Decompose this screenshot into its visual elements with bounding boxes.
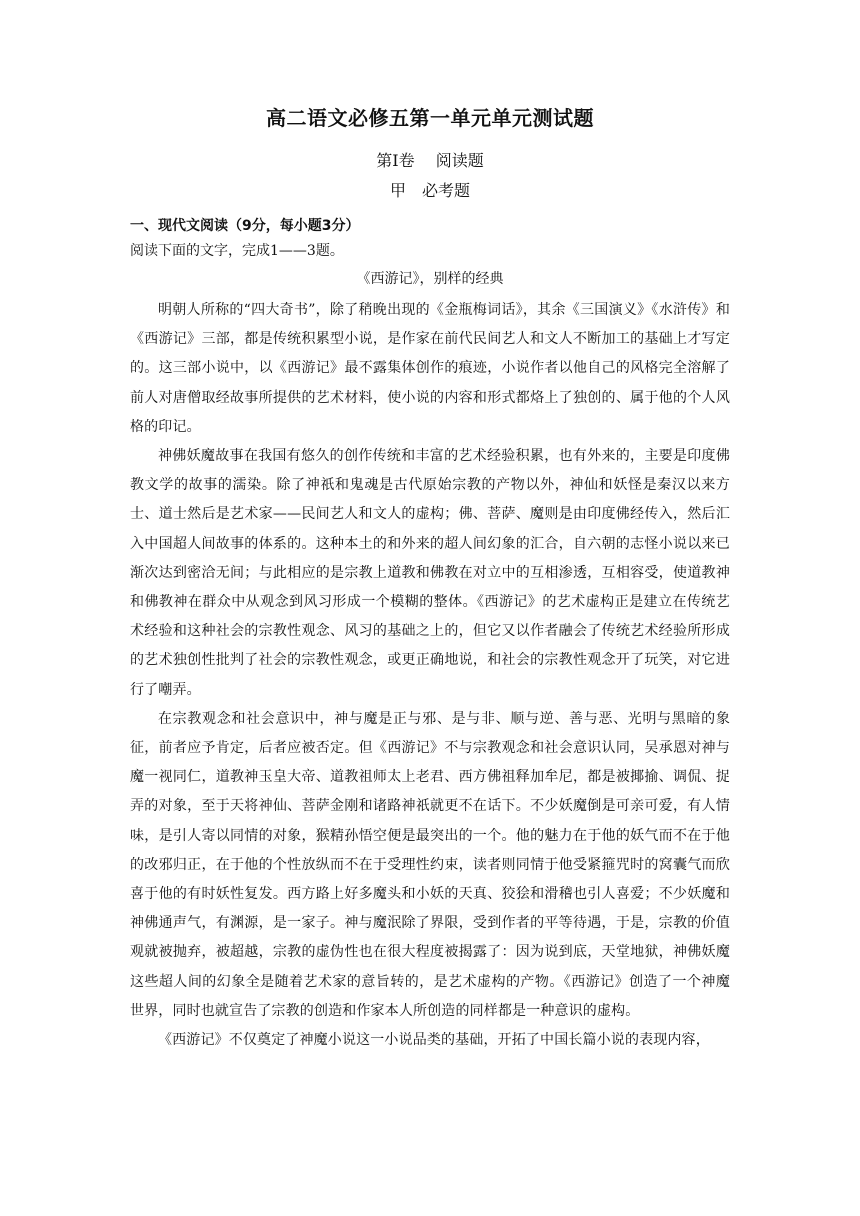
paragraph-4: 《西游记》不仅奠定了神魔小说这一小说品类的基础，开拓了中国长篇小说的表现内容，: [158, 1032, 710, 1049]
article-title: 《西游记》，别样的经典: [356, 271, 504, 287]
section-heading: 一、现代文阅读（9分，每小题3分）: [130, 218, 360, 234]
article-body: [130, 296, 730, 1055]
paragraph-2: 神佛妖魔故事在我国有悠久的创作传统和丰富的艺术经验积累，也有外来的，主要是印度佛教文学的故事的濡染。除了神祇和鬼魂是古代原始宗教的产物以外，神仙和妖怪是秦汉以来方士、道士然后是艺术家——民间艺人和文人的虚构；佛、菩萨、魔则是由印度佛经传入，然后汇入中国超人间故事的体系的。这种本土的和外来的超人间幻象的汇合，自六朝的志怪小说以来已渐次达到密洽无间；与此相应的是宗教上道教和佛教在对立中的互相渗透，互相容受，使道教神和佛教神在群众中从观念到风习形成一个模糊的整体。《西游记》的艺术虚构正是建立在传统艺术经验和这种社会的宗教性观念、风习的基础之上的，但它又以作者融会了传统艺术经验所形成的艺术独创性批判了社会的宗教性观念，或更正确地说，和社会的宗教性观念开了玩笑，对它进行了嘲弄。: [130, 448, 730, 698]
document-title: 高二语文必修五第一单元单元测试题: [266, 106, 594, 130]
part-label: 甲 必考题: [389, 181, 470, 200]
paragraph-3: 在宗教观念和社会意识中，神与魔是正与邪、是与非、顺与逆、善与恶、光明与黑暗的象征，前者应予肯定，后者应被否定。但《西游记》不与宗教观念和社会意识认同，吴承恩对神与魔一视同仁，道教神玉皇大帝、道教祖师太上老君、西方佛祖释加牟尼，都是被揶揄、调侃、捉弄的对象，至于天将神仙、菩萨金刚和诸路神祇就更不在话下。不少妖魔倒是可亲可爱，有人情味，是引人寄以同情的对象，猴精孙悟空便是最突出的一个。他的魅力在于他的妖气而不在于他的改邪归正，在于他的个性放纵而不在于受理性约束，读者则同情于他受紧箍咒时的窝囊气而欣喜于他的有时妖性复发。西方路上好多魔头和小妖的天真、狡狯和滑稽也引人喜爱；不少妖魔和神佛通声气，有渊源，是一家子。神与魔泯除了界限，受到作者的平等待遇，于是，宗教的价值观就被抛弃，被超越，宗教的虚伪性也在很大程度被揭露了：因为说到底，天堂地狱，神佛妖魔这些超人间的幻象全是随着艺术家的意旨转的，是艺术虚构的产物。《西游记》创造了一个神魔世界，同时也就宣告了宗教的创造和作家本人所创造的同样都是一种意识的虚构。: [130, 710, 730, 1019]
paragraph-1: 明朝人所称的“四大奇书”，除了稍晚出现的《金瓶梅词话》，其余《三国演义》《水浒传》和《西游记》三部，都是传统积累型小说，是作家在前代民间艺人和文人不断加工的基础上才写定的。这三部小说中，以《西游记》最不露集体创作的痕迹，小说作者以他自己的风格完全溶解了前人对唐僧取经故事所提供的艺术材料，使小说的内容和形式都烙上了独创的、属于他的个人风格的印记。: [130, 302, 730, 435]
reading-instruction: 阅读下面的文字，完成1——3题。: [130, 243, 344, 259]
exam-page: [130, 100, 730, 1055]
volume-label: 第Ⅰ卷 阅读题: [376, 151, 484, 170]
